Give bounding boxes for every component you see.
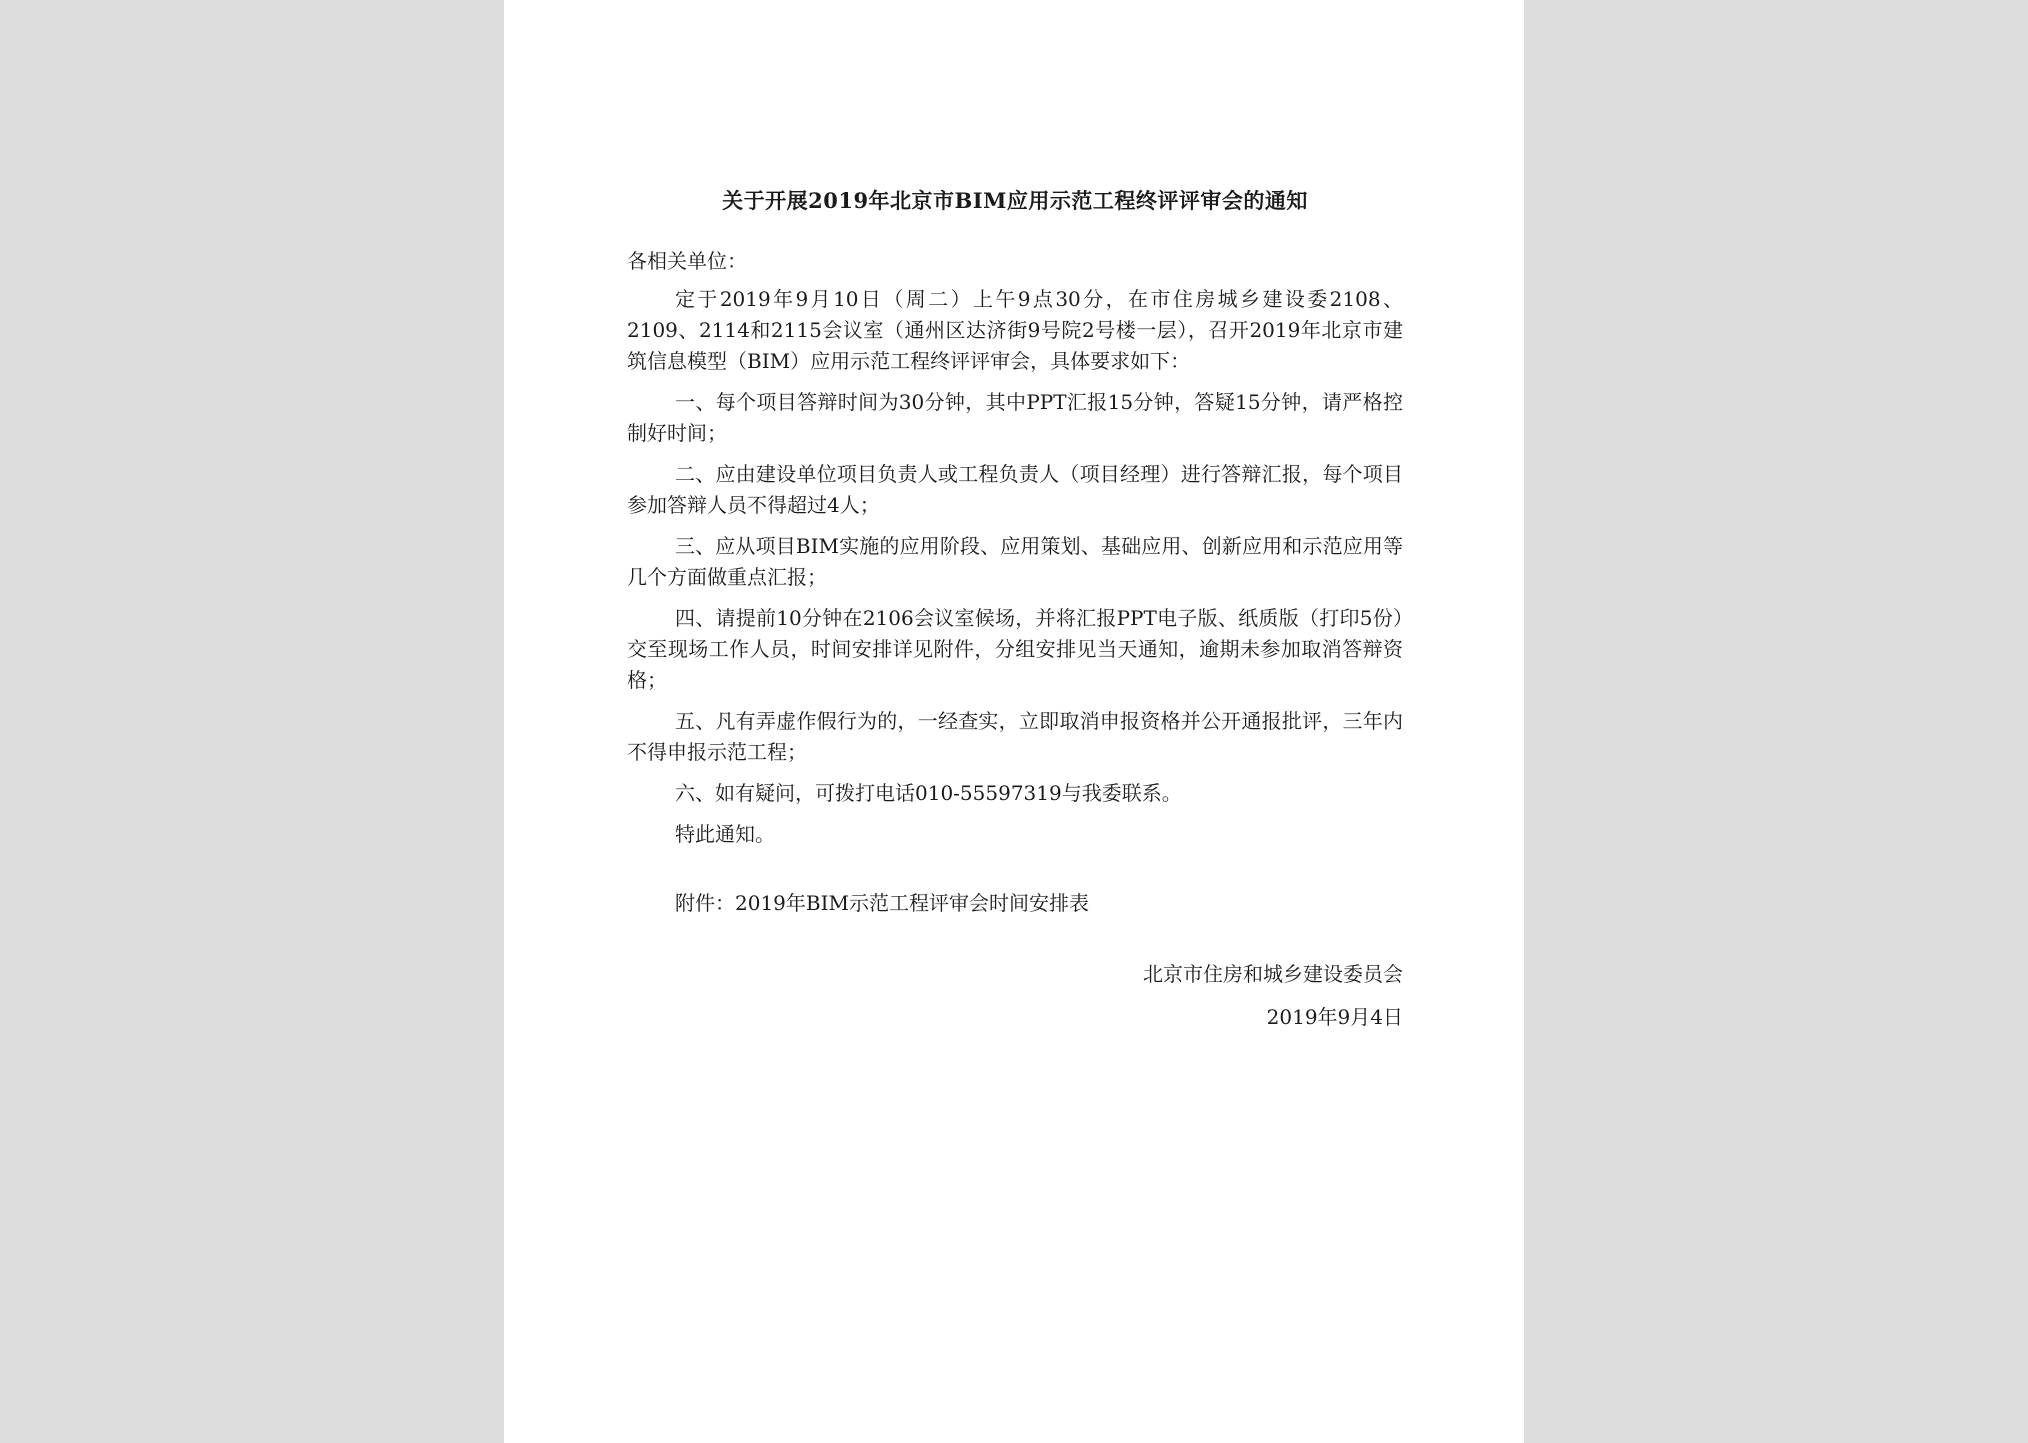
requirement-item-2: 二、应由建设单位项目负责人或工程负责人（项目经理）进行答辩汇报，每个项目参加答辩人员不得超过4人； bbox=[627, 462, 1403, 517]
document-title: 关于开展2019年北京市BIM应用示范工程终评评审会的通知 bbox=[722, 188, 1308, 213]
document-page bbox=[504, 0, 1524, 1443]
requirement-item-5: 五、凡有弄虚作假行为的，一经查实，立即取消申报资格并公开通报批评，三年内不得申报示范工程； bbox=[627, 709, 1403, 764]
requirement-item-6: 六、如有疑问，可拨打电话010-55597319与我委联系。 bbox=[675, 781, 1182, 805]
issuer-signature: 北京市住房和城乡建设委员会 bbox=[1143, 962, 1403, 986]
requirement-item-3: 三、应从项目BIM实施的应用阶段、应用策划、基础应用、创新应用和示范应用等几个方面做重点汇报； bbox=[627, 534, 1403, 589]
requirement-item-1: 一、每个项目答辩时间为30分钟，其中PPT汇报15分钟，答疑15分钟，请严格控制好时间； bbox=[627, 390, 1403, 445]
intro-paragraph: 定于2019年9月10日（周二）上午9点30分，在市住房城乡建设委2108、2109、2114和2115会议室（通州区达济街9号院2号楼一层），召开2019年北京市建筑信息模型（BIM）应用示范工程终评评审会，具体要求如下： bbox=[627, 287, 1403, 373]
salutation: 各相关单位： bbox=[627, 249, 747, 273]
closing-line: 特此通知。 bbox=[675, 822, 775, 846]
attachment-note: 附件：2019年BIM示范工程评审会时间安排表 bbox=[675, 891, 1089, 915]
document-content bbox=[627, 184, 1403, 1033]
issue-date: 2019年9月4日 bbox=[1266, 1005, 1403, 1029]
requirement-item-4: 四、请提前10分钟在2106会议室候场，并将汇报PPT电子版、纸质版（打印5份）交至现场工作人员，时间安排详见附件，分组安排见当天通知，逾期未参加取消答辩资格； bbox=[627, 606, 1403, 692]
